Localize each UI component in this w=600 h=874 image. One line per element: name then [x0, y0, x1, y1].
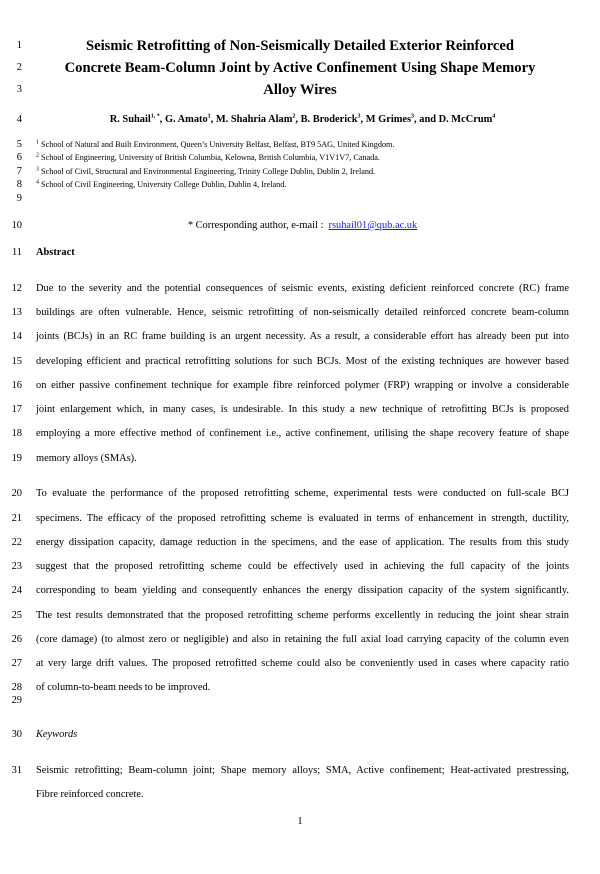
line-number: 25	[11, 610, 22, 621]
paper-title-line: Concrete Beam-Column Joint by Active Confinement Using Shape Memory	[64, 60, 536, 76]
author-separator: ,	[159, 114, 165, 125]
paper-title-line: Seismic Retrofitting of Non-Seismically Detailed Exterior Reinforced	[86, 38, 514, 54]
line-number: 23	[11, 561, 22, 572]
line-number: 31	[11, 765, 22, 776]
corresponding-author	[36, 220, 569, 232]
abstract-line: on either passive confinement technique for example fibre reinforced polymer (FRP) wrapping or involve a considerable	[36, 380, 569, 391]
line-number: 4	[16, 114, 22, 125]
paper-title-line: Alloy Wires	[263, 82, 337, 98]
author-separator: ,	[360, 114, 366, 125]
affiliation	[36, 140, 569, 150]
author-list	[36, 114, 569, 126]
abstract-line: joint enlargement which, in many cases, is undesirable. In this study a new technique of retrofitting BCJs is proposed	[36, 404, 569, 415]
affiliation	[36, 180, 569, 190]
abstract-line: employing a more effective method of confinement i.e., active confinement, utilising the shape recovery feature of shape	[36, 428, 569, 439]
author-separator: , and	[414, 114, 439, 125]
line-number: 3	[16, 84, 22, 95]
line-number: 14	[11, 331, 22, 342]
line-number: 18	[11, 428, 22, 439]
keywords-line: Seismic retrofitting; Beam-column joint; Shape memory alloys; SMA, Active confinement; Heat-activated prestressing,	[36, 765, 569, 776]
line-number: 9	[16, 193, 22, 204]
affiliation	[36, 167, 569, 177]
line-number: 12	[11, 283, 22, 294]
abstract-line: joints (BCJs) in an RC frame building is an urgent necessity. As a result, a considerable effort has already been put into	[36, 331, 569, 342]
line-number: 30	[11, 729, 22, 740]
line-number: 29	[11, 695, 22, 706]
abstract-line: developing efficient and practical retrofitting solutions for such BCJs. Most of the existing techniques are however based	[36, 356, 569, 367]
page-number: 1	[297, 816, 303, 827]
affiliation-text: School of Engineering, University of British Columbia, Kelowna, British Columbia, V1V1V7, Canada.	[41, 153, 380, 162]
author-name: R. Suhail	[109, 114, 151, 125]
affiliation-text: School of Natural and Built Environment, Queen’s University Belfast, Belfast, BT9 5AG, United Kingdom.	[41, 140, 395, 149]
line-number: 15	[11, 356, 22, 367]
line-number: 8	[16, 179, 22, 190]
line-number: 6	[16, 152, 22, 163]
line-number: 16	[11, 380, 22, 391]
corresponding-email-link[interactable]: rsuhail01@qub.ac.uk	[328, 220, 418, 231]
affiliation-text: School of Civil Engineering, University College Dublin, Dublin 4, Ireland.	[41, 180, 287, 189]
author-name: M Grimes	[365, 114, 412, 125]
author-affiliation-marker: 3	[357, 113, 361, 120]
keywords-heading: Keywords	[36, 729, 78, 740]
line-number: 24	[11, 585, 22, 596]
affiliation-text: School of Civil, Structural and Environmental Engineering, Trinity College Dublin, Dublin 2, Ireland.	[41, 167, 376, 176]
line-number: 19	[11, 453, 22, 464]
author-affiliation-marker: 1	[207, 113, 211, 120]
author-name: M. Shahria Alam	[215, 114, 293, 125]
line-number: 26	[11, 634, 22, 645]
abstract-line: specimens. The efficacy of the proposed retrofitting scheme is evaluated in terms of enhancement in strength, ductility,	[36, 513, 569, 524]
author-name: B. Broderick	[300, 114, 358, 125]
affiliation-marker: 2	[36, 152, 39, 159]
line-number: 5	[16, 139, 22, 150]
author-affiliation-marker: 1, *	[150, 113, 160, 120]
corresponding-label: * Corresponding author, e-mail :	[187, 220, 324, 231]
abstract-line: (core damage) (to almost zero or negligible) and also in retaining the full axial load carrying capacity of the column even	[36, 634, 569, 645]
abstract-line: buildings are often vulnerable. Hence, seismic retrofitting of non-seismically detailed reinforced concrete beam-column	[36, 307, 569, 318]
line-number: 1	[16, 40, 22, 51]
abstract-heading: Abstract	[36, 247, 75, 258]
line-number: 7	[16, 166, 22, 177]
line-number: 2	[16, 62, 22, 73]
line-number: 11	[11, 247, 22, 258]
author-affiliation-marker: 4	[492, 113, 496, 120]
line-number: 20	[11, 488, 22, 499]
abstract-line: energy dissipation capacity, damage reduction in the specimens, and the ease of application. The results from this study	[36, 537, 569, 548]
affiliation-marker: 3	[36, 166, 39, 173]
author-separator: ,	[295, 114, 301, 125]
affiliation-marker: 1	[36, 139, 39, 146]
abstract-line: Due to the severity and the potential consequences of seismic events, existing deficient reinforced concrete (RC) frame	[36, 283, 569, 294]
abstract-line: at very large drift values. The proposed retrofitted scheme could also be conveniently used in cases where capacity ratio	[36, 658, 569, 669]
abstract-line: corresponding to beam yielding and consequently enhances the energy dissipation capacity of the system significantly.	[36, 585, 569, 596]
keywords-line: Fibre reinforced concrete.	[36, 789, 144, 800]
line-number: 13	[11, 307, 22, 318]
author-name: D. McCrum	[438, 114, 493, 125]
author-affiliation-marker: 2	[292, 113, 296, 120]
author-name: G. Amato	[164, 114, 208, 125]
abstract-line: suggest that the proposed retrofitting scheme could be effectively used in achieving the full capacity of the joints	[36, 561, 569, 572]
abstract-line: of column-to-beam needs to be improved.	[36, 682, 211, 693]
author-separator: ,	[210, 114, 216, 125]
abstract-line: memory alloys (SMAs).	[36, 453, 137, 464]
affiliation	[36, 153, 569, 163]
author-affiliation-marker: 3	[411, 113, 415, 120]
abstract-line: To evaluate the performance of the proposed retrofitting scheme, experimental tests were conducted on full-scale BCJ	[36, 488, 569, 499]
abstract-line: The test results demonstrated that the proposed retrofitting scheme performs excellently in reducing the joint shear strain	[36, 610, 569, 621]
line-number: 27	[11, 658, 22, 669]
line-number: 17	[11, 404, 22, 415]
line-number: 28	[11, 682, 22, 693]
affiliation-marker: 4	[36, 179, 39, 186]
line-number: 10	[11, 220, 22, 231]
line-number: 21	[11, 513, 22, 524]
line-number: 22	[11, 537, 22, 548]
